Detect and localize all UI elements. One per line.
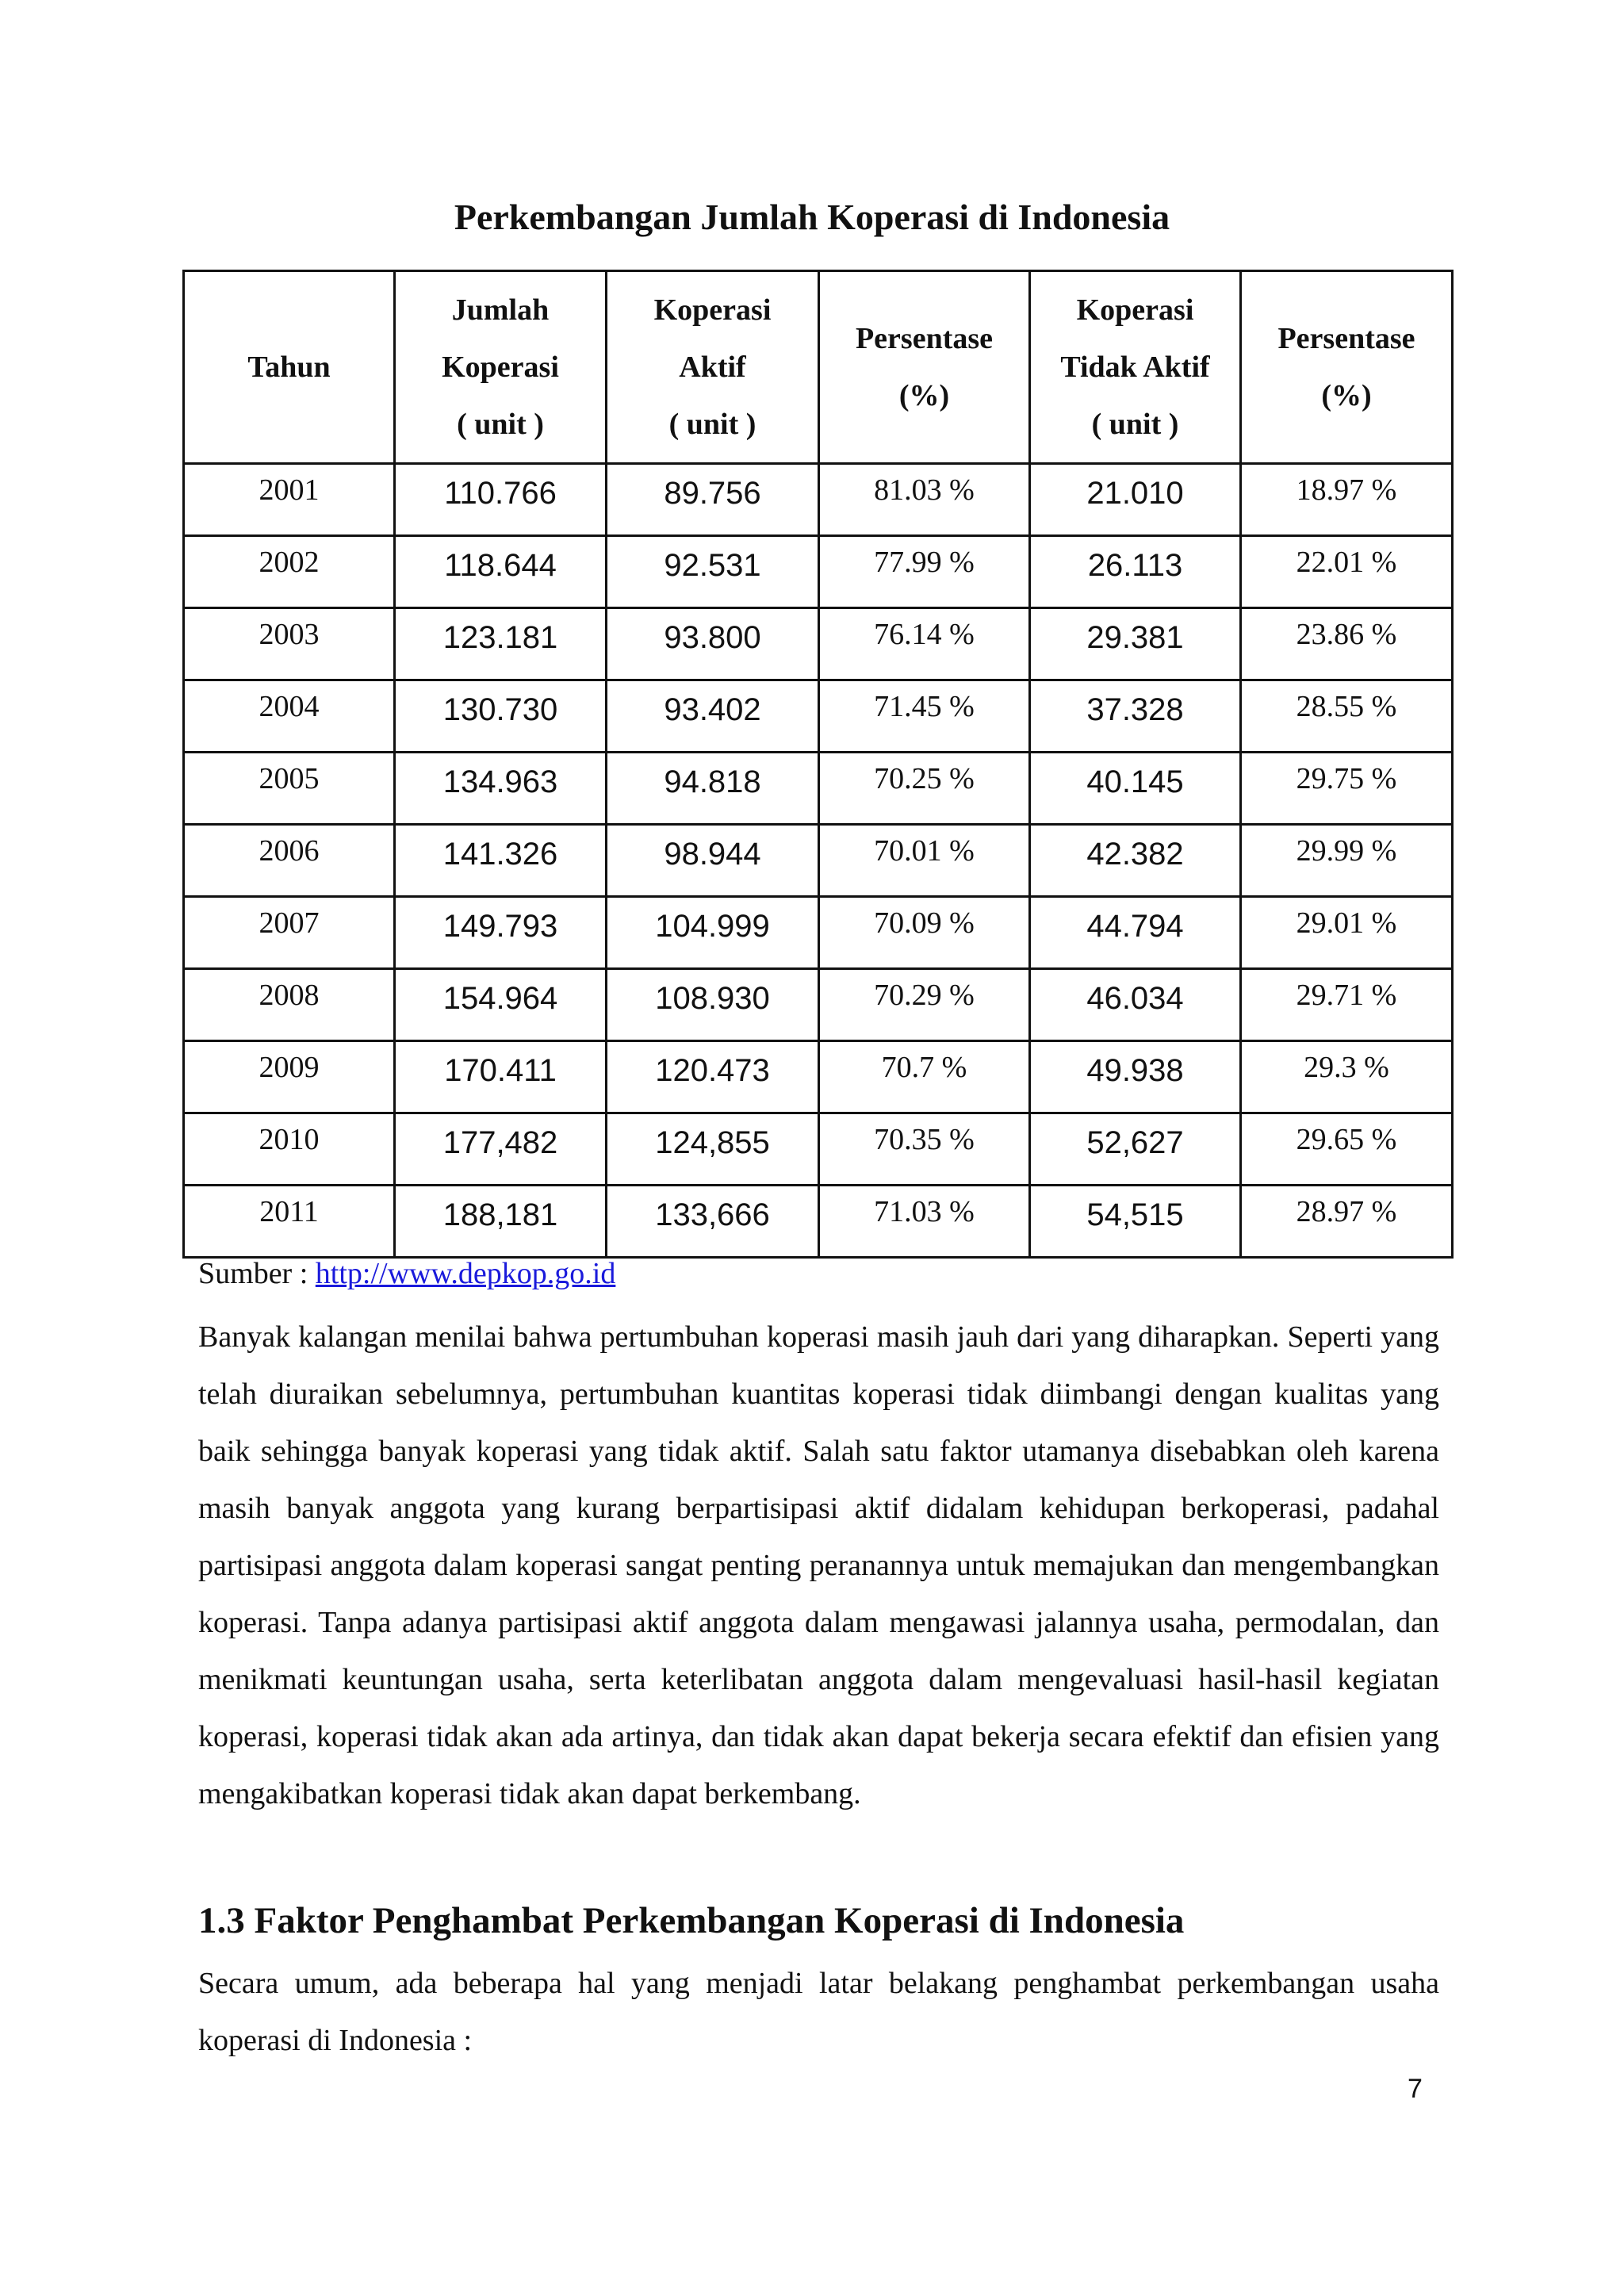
source-line (198, 1253, 615, 1294)
table-cell-value: 29.3 % (1304, 1051, 1389, 1084)
table-cell (1241, 897, 1453, 969)
source-label: Sumber : (198, 1257, 316, 1290)
table-cell (1030, 536, 1241, 608)
table-header-row (184, 271, 1453, 464)
table-cell-value: 108.930 (655, 981, 770, 1016)
table-row (184, 608, 1453, 680)
table-cell-value: 29.71 % (1296, 979, 1397, 1012)
table-cell (395, 825, 607, 897)
table-cell-value: 2004 (259, 690, 320, 723)
table-cell-value: 134.963 (442, 764, 558, 799)
table-cell (1030, 825, 1241, 897)
table-cell (1030, 608, 1241, 680)
column-header (607, 271, 819, 464)
table-cell (607, 680, 819, 753)
table-header (184, 271, 1453, 464)
table-cell-value: 154.964 (442, 981, 558, 1016)
body-paragraph-2: Secara umum, ada beberapa hal yang menjadi latar belakang penghambat perkembangan usaha koperasi di Indonesia : (198, 1967, 1439, 2057)
column-header (184, 271, 395, 464)
table-cell (184, 969, 395, 1041)
table-cell (395, 753, 607, 825)
table-cell-value: 42.382 (1086, 837, 1184, 872)
table-cell-value: 177,482 (442, 1125, 558, 1160)
table-cell (819, 680, 1030, 753)
table-cell (607, 753, 819, 825)
table-cell-value: 29.381 (1086, 620, 1184, 655)
column-header-line: Persentase (1277, 322, 1415, 355)
table-cell-value: 93.800 (664, 620, 761, 655)
table-cell-value: 40.145 (1086, 764, 1184, 799)
table-cell-value: 49.938 (1086, 1053, 1184, 1088)
table-cell-value: 89.756 (664, 476, 761, 511)
table-cell-value: 22.01 % (1296, 546, 1397, 579)
table-cell (395, 897, 607, 969)
table-cell-value: 46.034 (1086, 981, 1184, 1016)
column-header-line: (%) (898, 379, 950, 412)
table-cell-value: 70.01 % (874, 834, 975, 868)
column-header-line: ( unit ) (1091, 408, 1179, 441)
table-cell (1241, 1186, 1453, 1258)
table-cell (819, 825, 1030, 897)
table-cell (607, 825, 819, 897)
table-cell (607, 608, 819, 680)
table-cell-value: 141.326 (442, 837, 558, 872)
table-cell (1030, 753, 1241, 825)
column-header (819, 271, 1030, 464)
table-cell (184, 608, 395, 680)
table-body (184, 464, 1453, 1258)
column-header-line: (%) (1321, 379, 1372, 412)
column-header-line: Aktif (679, 351, 746, 384)
table-cell-value: 81.03 % (874, 473, 975, 507)
table-cell (395, 1041, 607, 1113)
table-row (184, 1041, 1453, 1113)
table-cell (1241, 1041, 1453, 1113)
table-cell-value: 94.818 (664, 764, 761, 799)
table-cell-value: 2010 (259, 1123, 320, 1156)
table-cell (184, 897, 395, 969)
table-cell-value: 149.793 (442, 909, 558, 944)
column-header-line: Koperasi (442, 351, 559, 384)
table-cell (607, 1113, 819, 1186)
section-heading: 1.3 Faktor Penghambat Perkembangan Koperasi di Indonesia (198, 1900, 1185, 1941)
table-cell-value: 2007 (259, 906, 320, 940)
table-cell (1241, 536, 1453, 608)
column-header-line: Koperasi (653, 293, 772, 327)
column-header-line: Tahun (247, 351, 331, 384)
table-cell (1030, 464, 1241, 536)
table-cell (395, 969, 607, 1041)
table-row (184, 1113, 1453, 1186)
table-cell-value: 2003 (259, 618, 320, 651)
table-cell (1241, 680, 1453, 753)
table-cell-value: 44.794 (1086, 909, 1184, 944)
table-cell-value: 29.99 % (1296, 834, 1397, 868)
table-cell (819, 753, 1030, 825)
table-cell (819, 608, 1030, 680)
table-row (184, 897, 1453, 969)
column-header-line: Persentase (855, 322, 994, 355)
table-cell-value: 70.35 % (874, 1123, 975, 1156)
page-title: Perkembangan Jumlah Koperasi di Indonesia (454, 197, 1170, 237)
column-header-line: ( unit ) (457, 408, 544, 441)
table-cell (1241, 969, 1453, 1041)
table-cell (1241, 753, 1453, 825)
table-cell-value: 120.473 (655, 1053, 770, 1088)
table-cell (819, 969, 1030, 1041)
table-cell (395, 1113, 607, 1186)
table-cell (395, 608, 607, 680)
table-cell-value: 170.411 (444, 1053, 557, 1088)
table-cell-value: 37.328 (1086, 692, 1184, 727)
table-cell-value: 2009 (259, 1051, 320, 1084)
column-header (1030, 271, 1241, 464)
table-cell (184, 753, 395, 825)
table-cell-value: 124,855 (655, 1125, 770, 1160)
table-cell (607, 1041, 819, 1113)
table-cell (819, 1041, 1030, 1113)
table-cell (184, 825, 395, 897)
table-cell (1030, 1186, 1241, 1258)
table-cell-value: 123.181 (442, 620, 558, 655)
table-cell (1241, 608, 1453, 680)
source-link[interactable]: http://www.depkop.go.id (315, 1257, 616, 1290)
table-cell (395, 680, 607, 753)
table-cell-value: 70.29 % (874, 979, 975, 1012)
table-cell-value: 70.7 % (881, 1051, 967, 1084)
table-cell-value: 52,627 (1086, 1125, 1184, 1160)
table-cell-value: 2005 (259, 762, 320, 795)
table-cell (395, 536, 607, 608)
table-cell (1241, 825, 1453, 897)
table-row (184, 536, 1453, 608)
body-paragraph-1: Banyak kalangan menilai bahwa pertumbuhan koperasi masih jauh dari yang diharapkan. Seperti yang telah diuraikan sebelumnya, pertumbuhan kuantitas koperasi tidak diimbangi dengan kualitas yang baik sehingga banyak koperasi yang tidak aktif. Salah satu faktor utamanya disebabkan oleh karena masih banyak anggota yang kurang berpartisipasi aktif didalam kehidupan berkoperasi, padahal partisipasi anggota dalam koperasi sangat penting peranannya untuk memajukan dan mengembangkan koperasi. Tanpa adanya partisipasi aktif anggota dalam mengawasi jalannya usaha, permodalan, dan menikmati keuntungan usaha, serta keterlibatan anggota dalam mengevaluasi hasil-hasil kegiatan koperasi, koperasi tidak akan ada artinya, dan tidak akan dapat bekerja secara efektif dan efisien yang mengakibatkan koperasi tidak akan dapat berkembang. (198, 1320, 1439, 1810)
table-cell (1241, 464, 1453, 536)
table-cell-value: 188,181 (442, 1197, 558, 1232)
table-cell-value: 71.45 % (874, 690, 975, 723)
table-cell-value: 29.75 % (1296, 762, 1397, 795)
table-cell (819, 1113, 1030, 1186)
table-cell-value: 70.09 % (874, 906, 975, 940)
table-cell-value: 29.65 % (1296, 1123, 1397, 1156)
table-cell-value: 2001 (259, 473, 320, 507)
table-cell-value: 133,666 (655, 1197, 770, 1232)
table-cell (184, 1113, 395, 1186)
table-row (184, 680, 1453, 753)
table-cell (1030, 1041, 1241, 1113)
column-header-line: Jumlah (451, 293, 550, 327)
table-cell (1030, 897, 1241, 969)
column-header (395, 271, 607, 464)
table-cell-value: 130.730 (442, 692, 558, 727)
table-cell (607, 969, 819, 1041)
table-cell (819, 464, 1030, 536)
table-cell (184, 680, 395, 753)
table-cell-value: 118.644 (444, 548, 557, 583)
table-cell (184, 464, 395, 536)
table-cell-value: 110.766 (444, 476, 557, 511)
table-row (184, 825, 1453, 897)
table-cell-value: 23.86 % (1296, 618, 1397, 651)
table-cell (819, 1186, 1030, 1258)
table-cell (184, 1041, 395, 1113)
table-row (184, 1186, 1453, 1258)
table-cell-value: 77.99 % (874, 546, 975, 579)
table-cell (184, 536, 395, 608)
column-header-line: ( unit ) (668, 408, 756, 441)
table-cell-value: 26.113 (1087, 548, 1183, 583)
table-cell (607, 1186, 819, 1258)
table-cell (184, 1186, 395, 1258)
table-cell-value: 18.97 % (1296, 473, 1397, 507)
column-header-line: Tidak Aktif (1060, 351, 1210, 384)
table-cell-value: 54,515 (1086, 1197, 1184, 1232)
table-cell (1030, 969, 1241, 1041)
table-cell-value: 2008 (259, 979, 320, 1012)
page-number: 7 (1408, 2074, 1423, 2104)
table-cell-value: 2002 (259, 546, 320, 579)
table-cell (607, 897, 819, 969)
table-cell (1241, 1113, 1453, 1186)
column-header-line: Koperasi (1076, 293, 1194, 327)
table-cell-value: 28.97 % (1296, 1195, 1397, 1228)
table-cell-value: 21.010 (1086, 476, 1184, 511)
table-cell-value: 93.402 (664, 692, 761, 727)
table-cell (1030, 680, 1241, 753)
table-row (184, 969, 1453, 1041)
table-cell (819, 536, 1030, 608)
table-row (184, 464, 1453, 536)
table-cell-value: 76.14 % (874, 618, 975, 651)
table-cell-value: 104.999 (655, 909, 770, 944)
cooperative-growth-table (182, 270, 1454, 1259)
table-cell-value: 98.944 (664, 837, 761, 872)
table-cell (607, 536, 819, 608)
table-cell-value: 71.03 % (874, 1195, 975, 1228)
table-row (184, 753, 1453, 825)
table-cell (1030, 1113, 1241, 1186)
table-cell-value: 28.55 % (1296, 690, 1397, 723)
table-cell (395, 464, 607, 536)
table-cell (819, 897, 1030, 969)
table-cell-value: 70.25 % (874, 762, 975, 795)
table-cell-value: 29.01 % (1296, 906, 1397, 940)
column-header (1241, 271, 1453, 464)
table-cell (607, 464, 819, 536)
table-cell-value: 92.531 (664, 548, 761, 583)
table-cell-value: 2011 (259, 1195, 319, 1228)
table-cell (395, 1186, 607, 1258)
table-cell-value: 2006 (259, 834, 320, 868)
